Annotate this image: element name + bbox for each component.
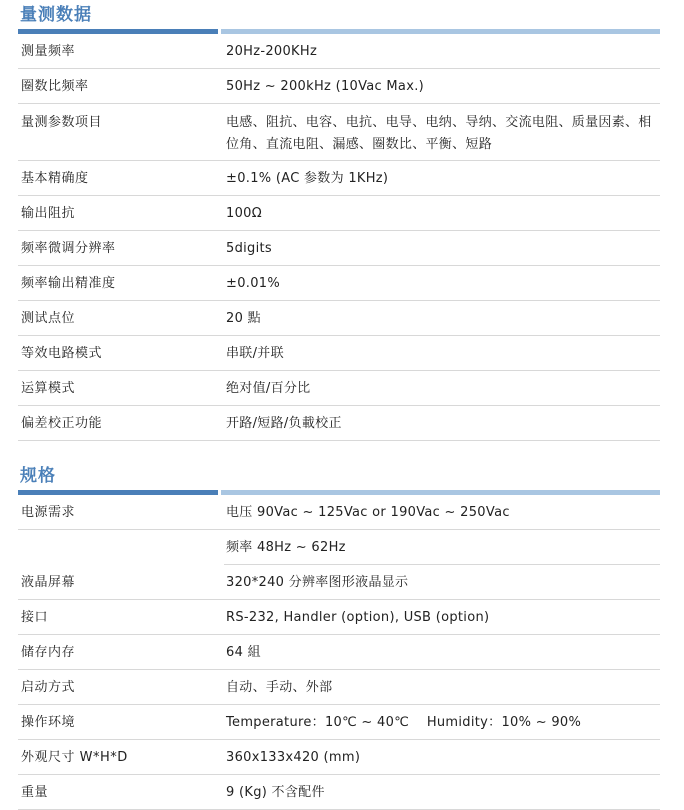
- row-value: 20Hz-200KHz: [226, 44, 318, 59]
- row-value: 320*240 分辨率图形液晶显示: [226, 575, 409, 590]
- row-value: 自动、手动、外部: [226, 680, 333, 695]
- title-bar-light: [221, 490, 660, 495]
- row-value: 360x133x420 (mm): [226, 750, 361, 765]
- measurement-data-section: [18, 4, 660, 441]
- row-label: 频率微调分辨率: [21, 241, 116, 256]
- title-bar-dark: [18, 490, 218, 495]
- row-value: 20 點: [226, 311, 261, 326]
- table-row: [18, 69, 660, 104]
- row-label: 测试点位: [21, 311, 76, 326]
- row-value: 50Hz ~ 200kHz (10Vac Max.): [226, 79, 424, 94]
- row-label: 操作环境: [21, 715, 76, 730]
- row-label: 接口: [21, 610, 49, 625]
- table-row: [18, 196, 660, 231]
- row-value: 64 組: [226, 645, 261, 660]
- row-label: 测量频率: [21, 44, 76, 59]
- table-row: [18, 104, 660, 161]
- row-value: Temperature：10℃ ~ 40℃ Humidity：10% ~ 90%: [226, 715, 582, 730]
- table-row: [18, 530, 660, 565]
- row-label: 频率输出精准度: [21, 276, 116, 291]
- section-title-measurement: 量测数据: [20, 5, 92, 25]
- row-label: 等效电路模式: [21, 346, 103, 361]
- section-title-specification: 规格: [20, 466, 56, 486]
- row-value: RS-232, Handler (option), USB (option): [226, 610, 490, 625]
- table-row: [18, 231, 660, 266]
- table-row: [18, 635, 660, 670]
- row-label: 输出阻抗: [21, 206, 76, 221]
- row-label: 电源需求: [21, 505, 76, 520]
- row-value: ±0.01%: [226, 276, 280, 291]
- table-row: [18, 600, 660, 635]
- row-label: 重量: [21, 785, 49, 800]
- table-row: [18, 775, 660, 810]
- row-value: 开路/短路/负載校正: [226, 416, 342, 431]
- measurement-spec-table: [18, 34, 660, 441]
- row-label: 运算模式: [21, 381, 76, 396]
- row-value: 频率 48Hz ~ 62Hz: [226, 540, 346, 555]
- row-label: 圈数比频率: [21, 79, 89, 94]
- title-bar-dark: [18, 29, 218, 34]
- row-value: 绝对值/百分比: [226, 381, 311, 396]
- table-row: [18, 34, 660, 69]
- table-row: [18, 161, 660, 196]
- table-row: [18, 740, 660, 775]
- section-title-bar: [18, 490, 660, 495]
- title-bar-light: [221, 29, 660, 34]
- row-value: 电压 90Vac ~ 125Vac or 190Vac ~ 250Vac: [226, 505, 510, 520]
- row-value: 9 (Kg) 不含配件: [226, 785, 325, 800]
- section-title-bar: [18, 29, 660, 34]
- row-value: ±0.1% (AC 参数为 1KHz): [226, 171, 389, 186]
- table-row: [18, 406, 660, 441]
- row-label: 液晶屏幕: [21, 575, 76, 590]
- row-label: 启动方式: [21, 680, 76, 695]
- table-row: [18, 705, 660, 740]
- table-row: [18, 495, 660, 530]
- table-row: [18, 336, 660, 371]
- row-label: 外观尺寸 W*H*D: [21, 750, 128, 765]
- row-value: 5digits: [226, 241, 272, 256]
- row-value: 电感、阻抗、电容、电抗、电导、电纳、导纳、交流电阻、质量因素、相位角、直流电阻、漏感、圈数比、平衡、短路: [226, 115, 652, 152]
- table-row: [18, 301, 660, 336]
- row-value: 串联/并联: [226, 346, 284, 361]
- row-label: 基本精确度: [21, 171, 89, 186]
- table-row: [18, 371, 660, 406]
- row-label: [21, 530, 224, 540]
- row-label: 储存内存: [21, 645, 76, 660]
- row-label: 偏差校正功能: [21, 416, 103, 431]
- table-row: [18, 565, 660, 600]
- row-label: 量测参数项目: [21, 115, 103, 130]
- specification-table: [18, 495, 660, 810]
- specification-section: [18, 465, 660, 810]
- table-row: [18, 670, 660, 705]
- row-value: 100Ω: [226, 206, 262, 221]
- table-row: [18, 266, 660, 301]
